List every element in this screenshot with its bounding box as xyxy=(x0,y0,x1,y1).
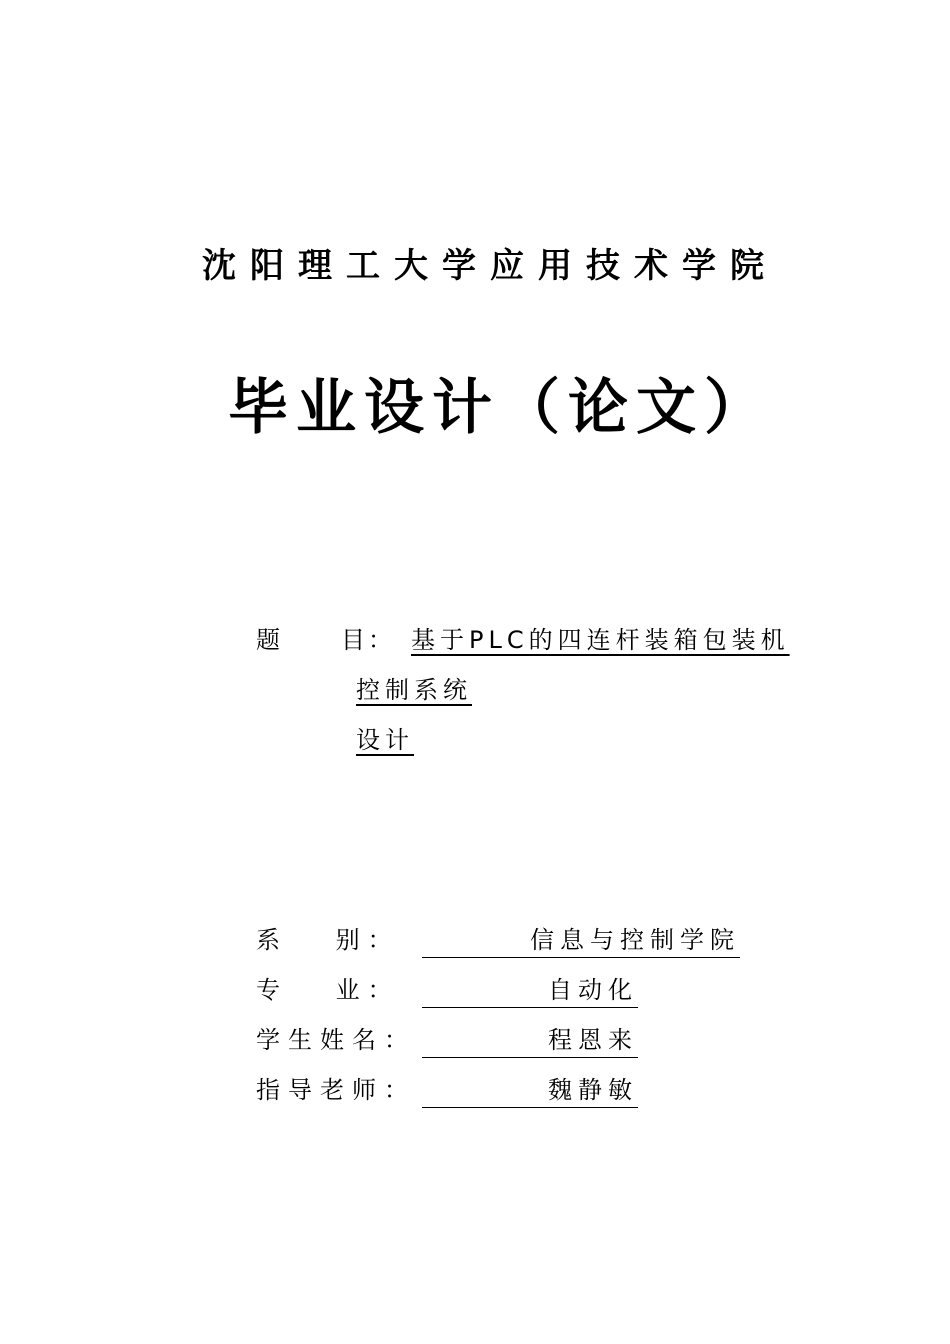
department-label: 系 别： xyxy=(256,926,400,954)
thesis-title-line-1: 基于PLC的四连杆装箱包装机 xyxy=(411,626,790,654)
thesis-title-line-3: 设计 xyxy=(356,726,414,754)
major-label: 专 业： xyxy=(256,976,400,1004)
student-name-label: 学生姓名： xyxy=(256,1026,416,1054)
tutor-label: 指导老师： xyxy=(256,1076,416,1104)
thesis-title-label xyxy=(256,620,406,655)
department-row xyxy=(256,920,740,958)
department-value: 信息与控制学院 xyxy=(422,925,740,958)
tutor-value: 魏静敏 xyxy=(422,1075,638,1108)
school-name: 沈阳理工大学应用技术学院 xyxy=(202,246,778,286)
student-name-value: 程恩来 xyxy=(422,1025,638,1058)
title-label-right: 目： xyxy=(341,626,395,654)
student-name-row xyxy=(256,1020,638,1058)
title-label-left: 题 xyxy=(256,626,283,654)
major-value: 自动化 xyxy=(422,975,638,1008)
tutor-row xyxy=(256,1070,638,1108)
document-type-heading: 毕业设计（论文） xyxy=(228,373,772,443)
thesis-title-line-2: 控制系统 xyxy=(356,676,472,704)
major-row xyxy=(256,970,638,1008)
